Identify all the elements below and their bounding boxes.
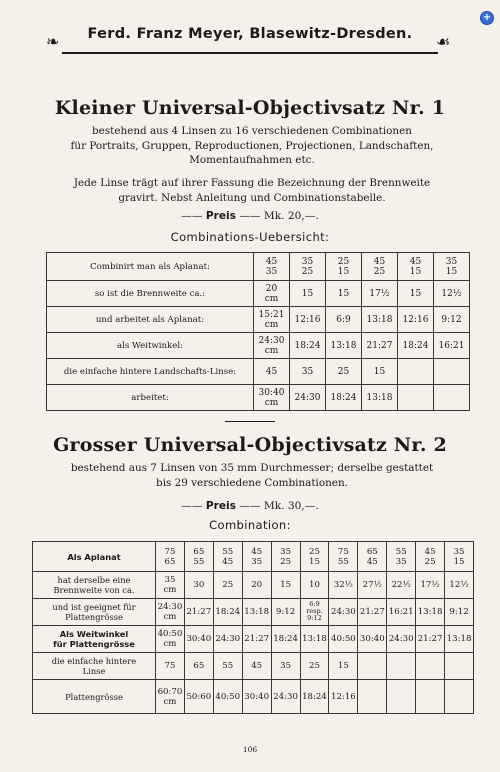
table2-cell: 18:24 — [271, 626, 300, 653]
table1-row — [47, 359, 470, 385]
table2-cell: 30:40 — [184, 626, 213, 653]
table2-cell: 40:50 — [329, 626, 358, 653]
table1-cell: 13:18 — [362, 385, 398, 411]
table2-cell: 50:60 — [184, 680, 213, 714]
table1-cell: 16:21 — [434, 333, 470, 359]
table2-cell: 12½ — [445, 572, 474, 599]
table2-cell: 55 35 — [387, 542, 416, 572]
zoom-in-icon[interactable]: + — [480, 11, 494, 25]
table2-cell: 75 — [156, 653, 185, 680]
table1-cell: 6:9 — [326, 307, 362, 333]
table1-cell: 20 cm — [254, 281, 290, 307]
table1-cell: 45 — [254, 359, 290, 385]
table1-cell: 12:16 — [398, 307, 434, 333]
table2-cell: 35 cm — [156, 572, 185, 599]
section2-table-title: Combination: — [209, 518, 291, 532]
table2-cell: 32½ — [329, 572, 358, 599]
table2-cell — [445, 680, 474, 714]
table2-cell: 35 15 — [445, 542, 474, 572]
table2-row-label: Als Weitwinkel für Plattengrösse — [33, 626, 156, 653]
section1-title: Kleiner Universal-Objectivsatz Nr. 1 — [54, 97, 446, 119]
table2-cell: 15 — [271, 572, 300, 599]
section2-price-value: Mk. 30,—. — [263, 500, 319, 512]
table1-cell: 15 — [398, 281, 434, 307]
table2-cell: 75 65 — [156, 542, 185, 572]
section2-description — [52, 461, 452, 490]
table2-cell — [387, 680, 416, 714]
table2-cell: 25 — [213, 572, 242, 599]
section1-note — [52, 176, 452, 205]
table1-cell: 18:24 — [290, 333, 326, 359]
table1-cell: 21:27 — [362, 333, 398, 359]
table1-cell — [398, 359, 434, 385]
table2-cell: 60:70 cm — [156, 680, 185, 714]
table2-cell — [445, 653, 474, 680]
table2-cell: 35 25 — [271, 542, 300, 572]
table2-cell: 21:27 — [184, 599, 213, 626]
table1-cell: 35 15 — [434, 253, 470, 281]
table2-cell: 40:50 — [213, 680, 242, 714]
table2-cell — [416, 680, 445, 714]
table1-cell: 18:24 — [326, 385, 362, 411]
table1-row-label: arbeitet: — [47, 385, 254, 411]
table1-cell: 45 25 — [362, 253, 398, 281]
table1-cell: 45 15 — [398, 253, 434, 281]
table1-row-label: als Weitwinkel: — [47, 333, 254, 359]
flourish-left-ornament: ❧ — [46, 32, 60, 51]
table1-cell: 15 — [362, 359, 398, 385]
table2-cell — [358, 653, 387, 680]
table2-cell: 75 55 — [329, 542, 358, 572]
section1-table-title: Combinations-Uebersicht: — [170, 230, 330, 244]
table2-cell: 12:16 — [329, 680, 358, 714]
table1-cell: 17½ — [362, 281, 398, 307]
table2-cell: 17½ — [416, 572, 445, 599]
table1-cell: 45 35 — [254, 253, 290, 281]
table2-row-label: die einfache hintere Linse — [33, 653, 156, 680]
section2-price-label: Preis — [205, 500, 236, 512]
section1-price-value: Mk. 20,—. — [263, 210, 319, 222]
section1-note-line: Jede Linse trägt auf ihrer Fassung die Bezeichnung der Brennweite — [73, 177, 431, 189]
table2-cell: 16:21 — [387, 599, 416, 626]
table2-cell — [358, 680, 387, 714]
table2-cell: 30:40 — [242, 680, 271, 714]
table2-cell: 10 — [300, 572, 329, 599]
header-banner — [62, 22, 438, 54]
section1-note-line: gravirt. Nebst Anleitung und Combinationstabelle. — [118, 191, 386, 204]
table2-row — [33, 653, 474, 680]
table2-cell: 65 45 — [358, 542, 387, 572]
table1-row — [47, 307, 470, 333]
table1-cell — [434, 359, 470, 385]
table2-cell: 13:18 — [300, 626, 329, 653]
table2-cell: 24:30 — [271, 680, 300, 714]
table2-row — [33, 680, 474, 714]
table2-cell: 45 25 — [416, 542, 445, 572]
table2-cell: 30 — [184, 572, 213, 599]
table2-row-label: hat derselbe eine Brennweite von ca. — [33, 572, 156, 599]
table2-cell: 21:27 — [242, 626, 271, 653]
table2-cell: 9:12 — [445, 599, 474, 626]
table2-cell: 18:24 — [300, 680, 329, 714]
table2-cell: 20 — [242, 572, 271, 599]
table1-cell: 15:21 cm — [254, 307, 290, 333]
combinations-table-2 — [32, 541, 474, 714]
section2-price: —— Preis —— Mk. 30,—. — [181, 500, 319, 512]
section1-description-line: für Portraits, Gruppen, Reproductionen, Projectionen, Landschaften, — [70, 139, 434, 152]
table1-row-label: die einfache hintere Landschafts-Linse: — [47, 359, 254, 385]
table1-cell: 15 — [326, 281, 362, 307]
table2-cell — [416, 653, 445, 680]
table2-row — [33, 542, 474, 572]
section-divider — [225, 421, 275, 422]
table2-cell: 24:30 — [213, 626, 242, 653]
table2-cell: 15 — [329, 653, 358, 680]
table1-row-label: so ist die Brennweite ca.: — [47, 281, 254, 307]
combinations-table-1 — [46, 252, 470, 411]
table2-cell: 30:40 — [358, 626, 387, 653]
table1-row-label: und arbeitet als Aplanat: — [47, 307, 254, 333]
table2-row — [33, 572, 474, 599]
table1-cell: 12:16 — [290, 307, 326, 333]
table2-cell: 45 35 — [242, 542, 271, 572]
table2-cell — [387, 653, 416, 680]
table2-row — [33, 626, 474, 653]
table2-cell: 55 — [213, 653, 242, 680]
table1-cell: 35 — [290, 359, 326, 385]
table2-row-label: Als Aplanat — [33, 542, 156, 572]
table2-cell: 13:18 — [445, 626, 474, 653]
table2-cell: 40:50 cm — [156, 626, 185, 653]
table2-cell: 45 — [242, 653, 271, 680]
section1-description-line: bestehend aus 4 Linsen zu 16 verschiedenen Combinationen — [92, 125, 412, 137]
table1-cell — [434, 385, 470, 411]
table1-row-label: Combinirt man als Aplanat: — [47, 253, 254, 281]
table2-cell: 21:27 — [358, 599, 387, 626]
header-title: Ferd. Franz Meyer, Blasewitz-Dresden. — [87, 26, 413, 42]
table1-cell: 13:18 — [326, 333, 362, 359]
table2-cell: 55 45 — [213, 542, 242, 572]
section1-price-label: Preis — [205, 210, 236, 222]
table1-cell: 25 15 — [326, 253, 362, 281]
table1-row — [47, 385, 470, 411]
table2-cell: 22½ — [387, 572, 416, 599]
table2-cell: 6:9 resp. 9:12 — [300, 599, 329, 626]
table2-row-label: und ist geeignet für Plattengrösse — [33, 599, 156, 626]
table1-cell: 13:18 — [362, 307, 398, 333]
table2-cell: 25 — [300, 653, 329, 680]
table2-row-label: Plattengrösse — [33, 680, 156, 714]
section1-description — [52, 124, 452, 168]
table1-cell: 35 25 — [290, 253, 326, 281]
table2-cell: 13:18 — [416, 599, 445, 626]
table2-cell: 24:30 — [329, 599, 358, 626]
table2-cell: 25 15 — [300, 542, 329, 572]
table2-cell: 24:30 cm — [156, 599, 185, 626]
table2-row — [33, 599, 474, 626]
table1-cell: 24:30 cm — [254, 333, 290, 359]
table2-cell: 13:18 — [242, 599, 271, 626]
page-number: 106 — [242, 745, 258, 754]
section2-title: Grosser Universal-Objectivsatz Nr. 2 — [53, 434, 447, 456]
table2-cell: 27½ — [358, 572, 387, 599]
table2-cell: 35 — [271, 653, 300, 680]
table2-cell: 65 — [184, 653, 213, 680]
section2-description-line: bestehend aus 7 Linsen von 35 mm Durchmesser; derselbe gestattet — [70, 462, 434, 474]
table1-row — [47, 253, 470, 281]
table1-cell: 24:30 — [290, 385, 326, 411]
table2-cell: 24:30 — [387, 626, 416, 653]
flourish-right-ornament: ☙ — [436, 32, 451, 51]
table1-cell: 18:24 — [398, 333, 434, 359]
table1-row — [47, 281, 470, 307]
table1-cell: 15 — [290, 281, 326, 307]
table1-cell: 12½ — [434, 281, 470, 307]
table1-cell: 9:12 — [434, 307, 470, 333]
table2-cell: 9:12 — [271, 599, 300, 626]
table2-cell: 18:24 — [213, 599, 242, 626]
table2-cell: 21:27 — [416, 626, 445, 653]
table1-row — [47, 333, 470, 359]
table1-cell — [398, 385, 434, 411]
table1-cell: 30:40 cm — [254, 385, 290, 411]
table1-cell: 25 — [326, 359, 362, 385]
section1-price: —— Preis —— Mk. 20,—. — [181, 210, 319, 222]
table2-cell: 65 55 — [184, 542, 213, 572]
section2-description-line: bis 29 verschiedene Combinationen. — [156, 476, 348, 489]
section1-description-line: Momentaufnahmen etc. — [189, 154, 315, 167]
